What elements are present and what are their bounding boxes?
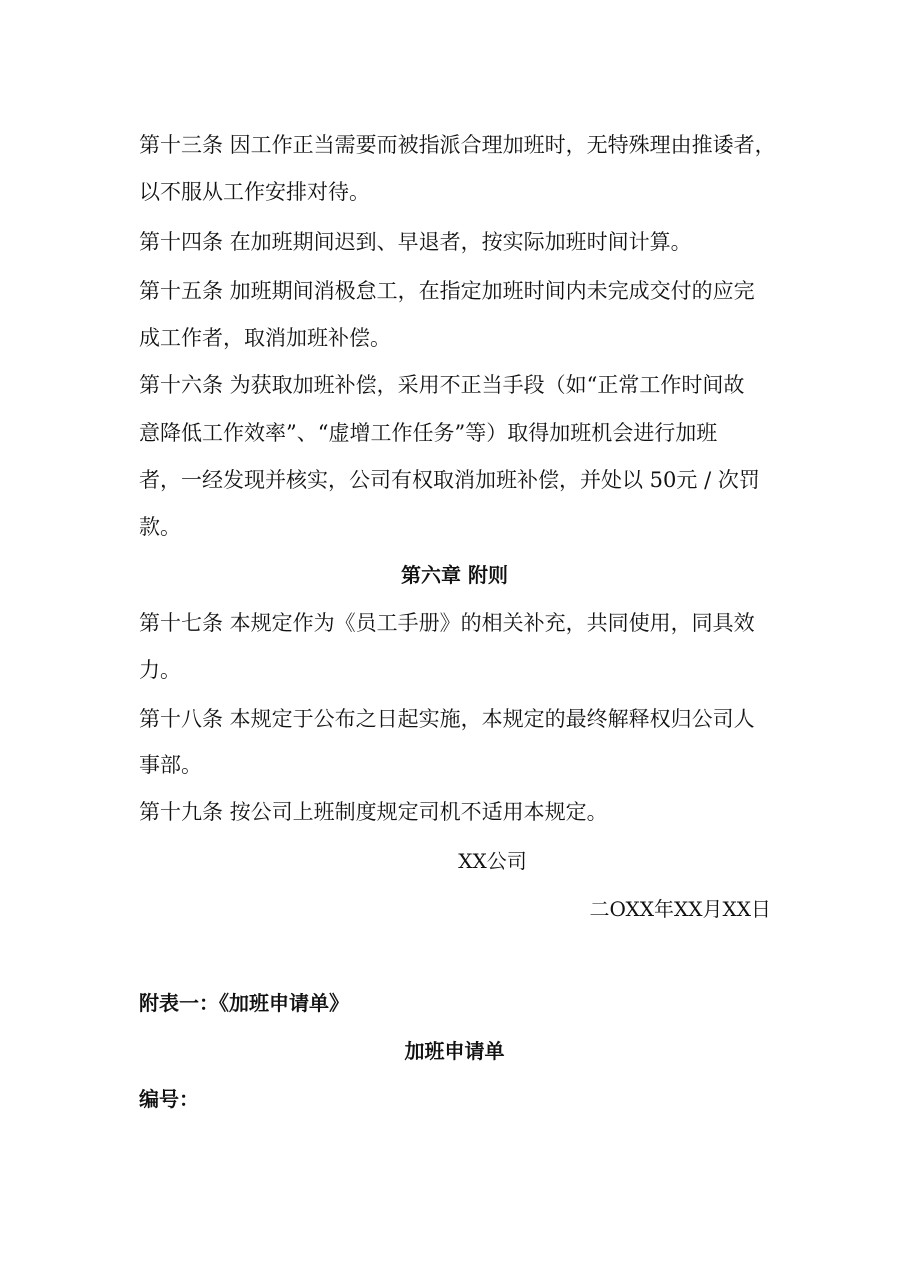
- article-16-line-4: 款。: [139, 515, 181, 539]
- article-15-line-2: 成工作者，取消加班补偿。: [139, 326, 391, 350]
- article-17-line-1: 第十七条 本规定作为《员工手册》的相关补充，共同使用，同具效: [139, 611, 755, 635]
- article-16-line-1: 第十六条 为获取加班补偿，采用不正当手段（如“正常工作时间故: [139, 373, 745, 397]
- chapter-6-title: 第六章 附则: [401, 563, 508, 587]
- article-13-line-2: 以不服从工作安排对待。: [139, 180, 370, 204]
- form-title: 加班申请单: [404, 1039, 505, 1063]
- signature-company: XX公司: [458, 849, 527, 873]
- form-number-label: 编号：: [139, 1087, 199, 1111]
- article-14-line-1: 第十四条 在加班期间迟到、早退者，按实际加班时间计算。: [139, 230, 692, 254]
- appendix-heading: 附表一：《加班申请单》: [139, 991, 349, 1015]
- article-16-line-3: 者，一经发现并核实，公司有权取消加班补偿，并处以 50元 / 次罚: [139, 468, 760, 492]
- signature-date: 二OXX年XX月XX日: [589, 897, 771, 921]
- article-16-line-2: 意降低工作效率”、“虚增工作任务”等）取得加班机会进行加班: [139, 421, 718, 445]
- article-19-line-1: 第十九条 按公司上班制度规定司机不适用本规定。: [139, 800, 608, 824]
- article-18-line-2: 事部。: [139, 753, 202, 777]
- article-17-line-2: 力。: [139, 658, 181, 682]
- article-18-line-1: 第十八条 本规定于公布之日起实施，本规定的最终解释权归公司人: [139, 707, 755, 731]
- article-15-line-1: 第十五条 加班期间消极怠工，在指定加班时间内未完成交付的应完: [139, 279, 755, 303]
- article-13-line-1: 第十三条 因工作正当需要而被指派合理加班时，无特殊理由推诿者，: [139, 133, 776, 157]
